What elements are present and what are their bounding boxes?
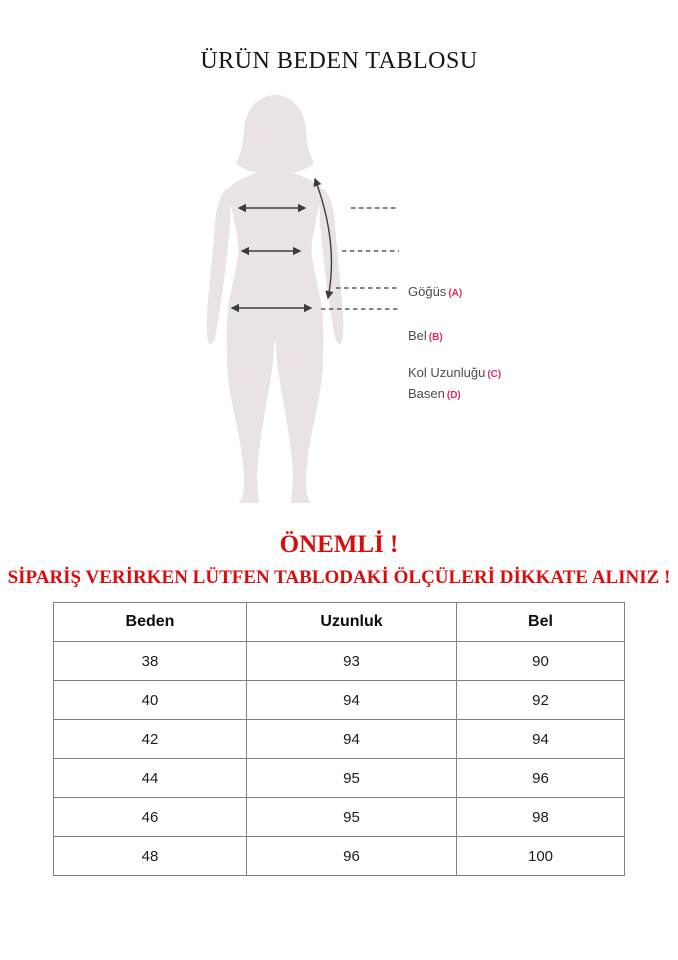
- cell-uzunluk: 95: [247, 798, 457, 837]
- cell-bel: 98: [457, 798, 625, 837]
- cell-uzunluk: 96: [247, 837, 457, 876]
- silhouette-left-arm: [207, 189, 231, 344]
- cell-beden: 40: [54, 681, 247, 720]
- warning-text: SİPARİŞ VERİRKEN LÜTFEN TABLODAKİ ÖLÇÜLERİ DİKKATE ALINIZ !: [7, 567, 671, 588]
- cell-uzunluk: 95: [247, 759, 457, 798]
- cell-beden: 46: [54, 798, 247, 837]
- measure-label-sleeve: [408, 366, 501, 382]
- cell-uzunluk: 94: [247, 681, 457, 720]
- measure-label-waist-text: Bel: [408, 328, 427, 343]
- cell-beden: 48: [54, 837, 247, 876]
- measure-label-chest: [408, 285, 462, 301]
- table-row: [54, 681, 625, 720]
- cell-beden: 42: [54, 720, 247, 759]
- measure-code-a: (A): [448, 288, 463, 299]
- cell-bel: 96: [457, 759, 625, 798]
- measurement-diagram: [180, 85, 500, 515]
- silhouette-torso-legs: [226, 155, 324, 503]
- table-row: [54, 798, 625, 837]
- important-heading: ÖNEMLİ !: [279, 531, 399, 558]
- cell-bel: 92: [457, 681, 625, 720]
- page-title: ÜRÜN BEDEN TABLOSU: [200, 48, 478, 74]
- measure-label-hip: [408, 387, 461, 403]
- column-header-beden: Beden: [54, 603, 247, 642]
- cell-beden: 44: [54, 759, 247, 798]
- size-table: [53, 602, 625, 876]
- body-silhouette: [180, 85, 410, 515]
- measure-code-d: (D): [446, 390, 461, 401]
- cell-bel: 90: [457, 642, 625, 681]
- measure-label-waist: [408, 329, 443, 345]
- cell-bel: 94: [457, 720, 625, 759]
- column-header-bel: Bel: [457, 603, 625, 642]
- measure-code-c: (C): [487, 369, 502, 380]
- table-row: [54, 720, 625, 759]
- measure-label-hip-text: Basen: [408, 386, 445, 401]
- table-row: [54, 837, 625, 876]
- table-row: [54, 759, 625, 798]
- measure-label-sleeve-text: Kol Uzunluğu: [408, 365, 486, 380]
- cell-beden: 38: [54, 642, 247, 681]
- column-header-uzunluk: Uzunluk: [247, 603, 457, 642]
- cell-uzunluk: 94: [247, 720, 457, 759]
- measure-code-b: (B): [428, 332, 443, 343]
- size-table-header-row: [54, 603, 625, 642]
- cell-bel: 100: [457, 837, 625, 876]
- table-row: [54, 642, 625, 681]
- measure-label-chest-text: Göğüs: [408, 284, 447, 299]
- cell-uzunluk: 93: [247, 642, 457, 681]
